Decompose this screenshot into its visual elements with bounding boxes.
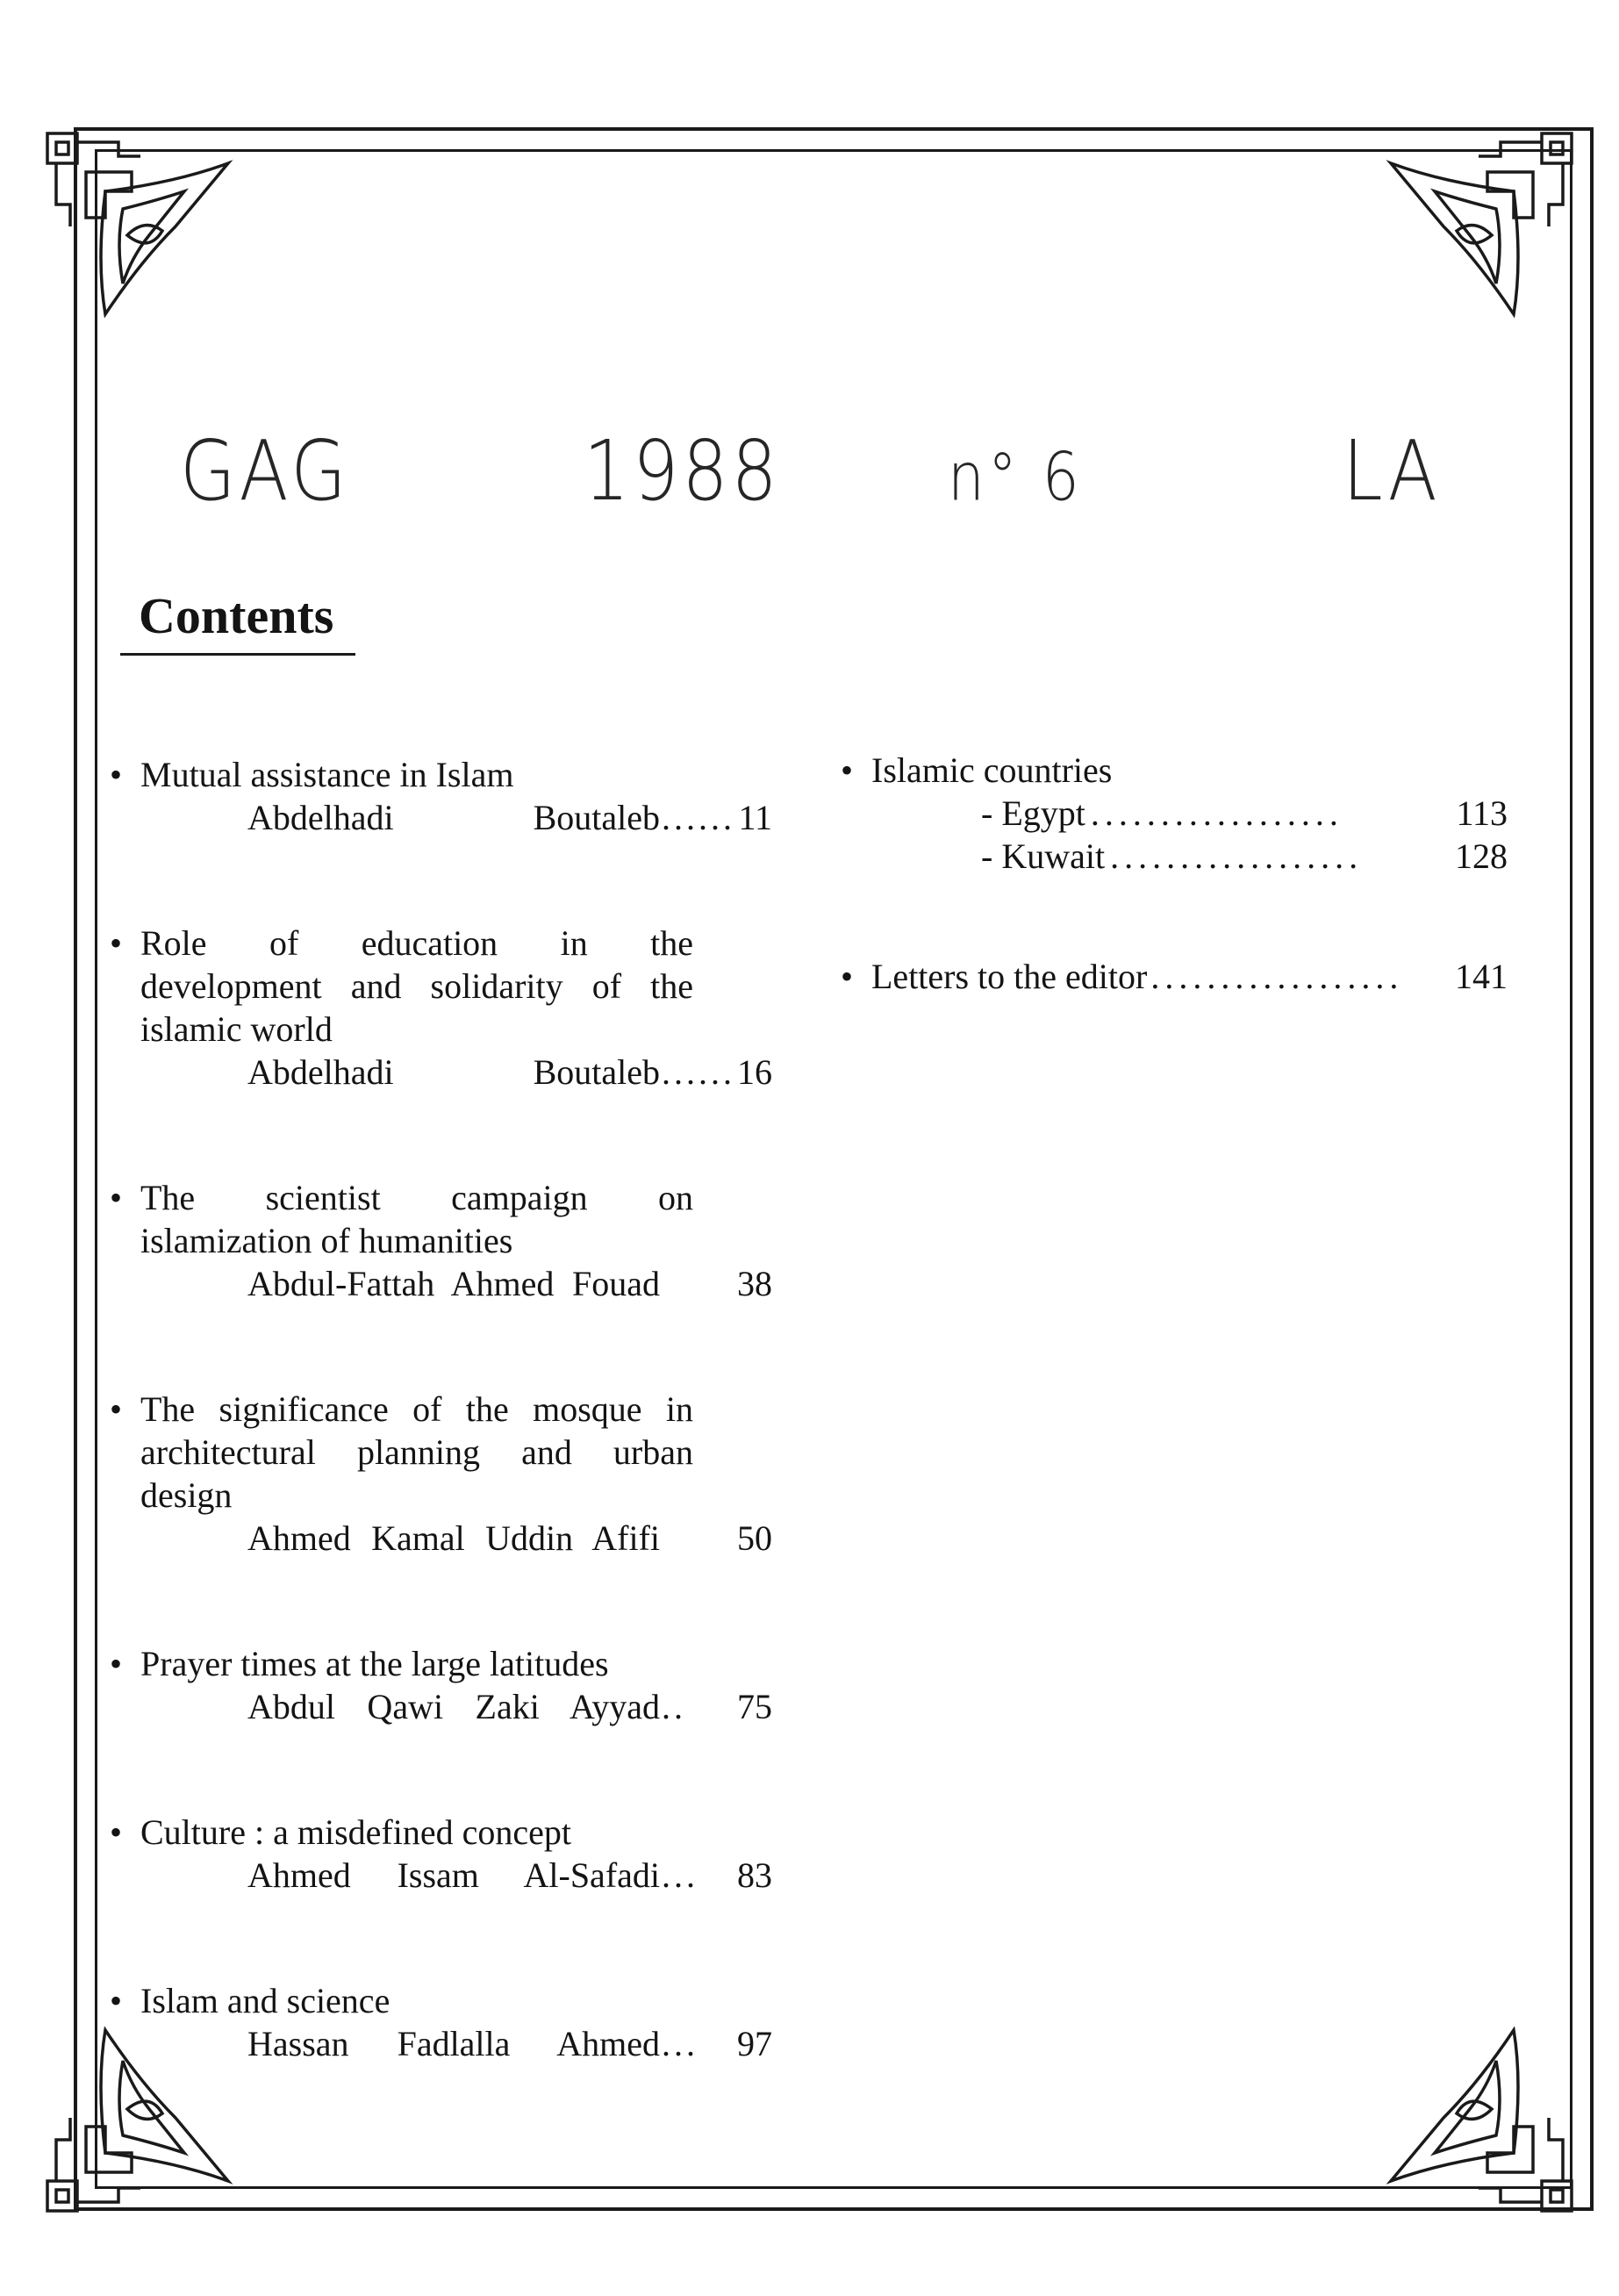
bullet-icon: • <box>110 1178 123 1217</box>
entry-author: Ahmed Issam Al-Safadi <box>247 1855 660 1895</box>
title-underline <box>120 653 355 656</box>
toc-entry-islamic-countries <box>841 749 1508 878</box>
bullet-icon: • <box>110 755 123 794</box>
toc-entry-letters <box>841 955 1508 998</box>
entry-title-line: islamic world <box>140 1009 333 1049</box>
sub-entry-kuwait <box>981 835 1508 878</box>
entry-title: Mutual assistance in Islam <box>140 755 514 794</box>
entry-page-number: 38 <box>737 1264 772 1303</box>
entry-page-number: 83 <box>737 1855 772 1895</box>
entry-title-line: development and solidarity of the <box>140 966 693 1006</box>
entry-title-line: The significance of the mosque in <box>140 1389 693 1429</box>
entry-author: Ahmed Kamal Uddin Afifi <box>247 1518 660 1558</box>
toc-entry <box>110 1388 772 1560</box>
toc-entry <box>110 1979 772 2065</box>
entry-title: Islam and science <box>140 1981 390 2020</box>
toc-entry <box>110 1176 772 1305</box>
entry-author-line <box>247 796 772 839</box>
entry-title: Culture : a misdefined concept <box>140 1812 571 1852</box>
dot-leader: ... <box>662 2024 698 2063</box>
handwritten-mark-code: GAG <box>180 423 350 520</box>
bullet-icon: • <box>110 1389 123 1429</box>
toc-entry <box>110 1642 772 1728</box>
entry-author-line <box>247 1517 772 1560</box>
entry-author-line <box>247 2022 772 2065</box>
dot-leader: ...... <box>662 1052 735 1092</box>
entry-title: Prayer times at the large latitudes <box>140 1644 609 1683</box>
entry-title-line: architectural planning and urban <box>140 1432 693 1472</box>
entry-page-number: 141 <box>1455 957 1508 996</box>
entry-author: Abdul Qawi Zaki Ayyad <box>247 1687 660 1726</box>
handwritten-mark-language: LA <box>1343 423 1441 520</box>
entry-page-number: 16 <box>737 1052 772 1092</box>
sub-entry-label: - Kuwait <box>981 836 1106 876</box>
entry-author: Hassan Fadlalla Ahmed <box>247 2024 660 2063</box>
dot-leader: .................. <box>1090 793 1343 833</box>
entry-author-line <box>247 1051 772 1094</box>
bullet-icon: • <box>841 750 854 790</box>
entry-author: Abdelhadi Boutaleb <box>247 1052 660 1092</box>
entry-title-line: design <box>140 1475 233 1515</box>
bullet-icon: • <box>841 957 854 996</box>
entry-title: Letters to the editor <box>871 957 1148 996</box>
entry-title-line: Role of education in the <box>140 923 693 963</box>
contents-right-column <box>841 749 1508 1080</box>
corner-ornament-top-right <box>1365 130 1575 341</box>
entry-title-line: The scientist campaign on <box>140 1178 693 1217</box>
entry-line <box>871 955 1508 998</box>
toc-entry <box>110 922 772 1094</box>
entry-author: Abdul-Fattah Ahmed Fouad <box>247 1264 660 1303</box>
entry-author-line <box>247 1262 772 1305</box>
dot-leader: ...... <box>662 798 735 837</box>
entry-page-number: 128 <box>1455 836 1508 876</box>
entry-title-line: islamization of humanities <box>140 1221 513 1260</box>
dot-leader: .................. <box>1110 836 1364 876</box>
dot-leader: ... <box>662 1855 698 1895</box>
entry-author-line <box>247 1854 772 1897</box>
entry-page-number: 11 <box>738 798 772 837</box>
sub-entry-egypt <box>981 792 1508 835</box>
entry-page-number: 97 <box>737 2024 772 2063</box>
dot-leader: .. <box>662 1687 686 1726</box>
toc-entry <box>110 1811 772 1897</box>
toc-entry <box>110 753 772 839</box>
handwritten-mark-year: 1988 <box>584 423 781 520</box>
entry-author-line <box>247 1685 772 1728</box>
entry-page-number: 113 <box>1456 793 1508 833</box>
contents-left-column <box>110 753 772 2148</box>
entry-page-number: 50 <box>737 1518 772 1558</box>
bullet-icon: • <box>110 1812 123 1852</box>
dot-leader: .................. <box>1150 957 1404 996</box>
bullet-icon: • <box>110 1981 123 2020</box>
entry-title: Islamic countries <box>871 750 1113 790</box>
entry-author: Abdelhadi Boutaleb <box>247 798 660 837</box>
page-title: Contents <box>139 587 334 644</box>
corner-ornament-top-left <box>44 130 254 341</box>
bullet-icon: • <box>110 1644 123 1683</box>
handwritten-mark-issue: n° 6 <box>948 438 1083 516</box>
sub-entry-label: - Egypt <box>981 793 1085 833</box>
entry-page-number: 75 <box>737 1687 772 1726</box>
bullet-icon: • <box>110 923 123 963</box>
corner-ornament-bottom-right <box>1365 2004 1575 2214</box>
